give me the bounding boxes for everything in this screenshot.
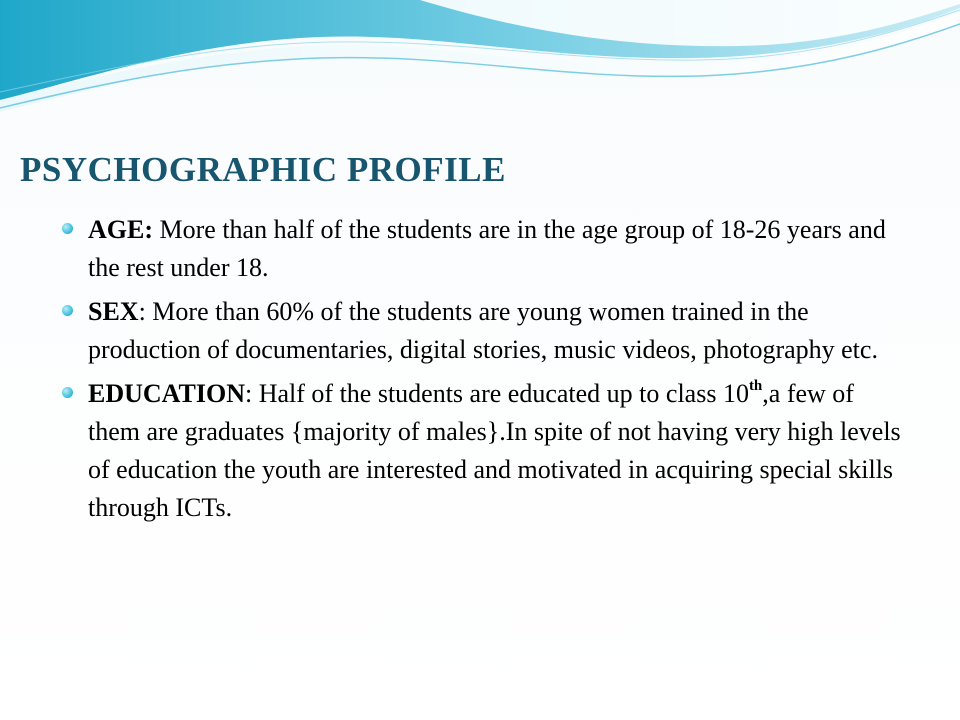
bullet-term: EDUCATION bbox=[88, 379, 245, 408]
bullet-dot-icon bbox=[62, 223, 73, 234]
bullet-term: AGE: bbox=[88, 215, 153, 244]
bullet-text: : More than 60% of the students are young women trained in the production of documentaries, digital stories, music videos, photography etc. bbox=[88, 297, 878, 364]
bullet-item-sex bbox=[58, 293, 908, 369]
bullet-term: SEX bbox=[88, 297, 139, 326]
bullet-list bbox=[58, 211, 908, 533]
header-wave-decoration bbox=[0, 0, 960, 130]
bullet-superscript: th bbox=[748, 378, 763, 395]
bullet-dot-icon bbox=[62, 305, 73, 316]
slide-title: PSYCHOGRAPHIC PROFILE bbox=[20, 150, 506, 189]
bullet-text-continued: ,a few of them are graduates {majority of males}.In spite of not having very high levels of education the youth are interested and motivated in acquiring special skills through ICTs. bbox=[88, 379, 901, 522]
bullet-dot-icon bbox=[62, 387, 73, 398]
bullet-item-age bbox=[58, 211, 908, 287]
bullet-text: : Half of the students are educated up to class 10 bbox=[244, 379, 749, 408]
bullet-item-education bbox=[58, 375, 908, 527]
bullet-text: More than half of the students are in the age group of 18-26 years and the rest under 18. bbox=[88, 215, 886, 282]
